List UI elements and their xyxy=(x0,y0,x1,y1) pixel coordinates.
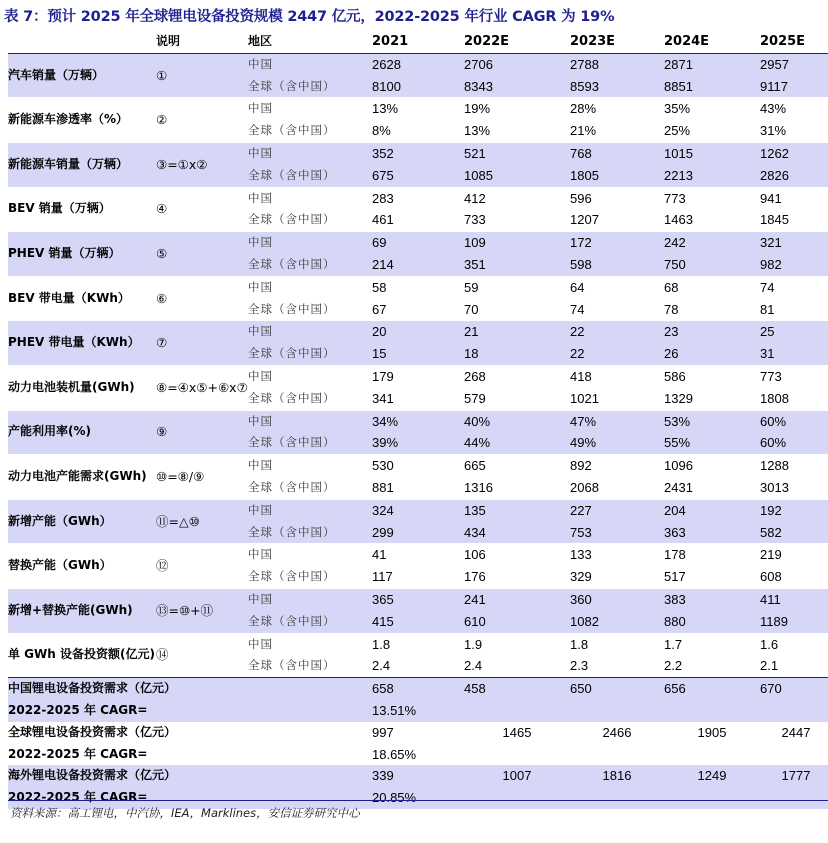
value-cell: 41 xyxy=(372,544,464,566)
value-cell: 15 xyxy=(372,343,464,365)
value-cell: 415 xyxy=(372,611,464,633)
metric-label: BEV 带电量（KWh） xyxy=(8,276,156,321)
value-cell: 21% xyxy=(570,123,597,139)
summary-label: 全球锂电设备投资需求（亿元） xyxy=(8,724,177,739)
cagr-label: 2022-2025 年 CAGR= xyxy=(8,746,148,761)
table-row xyxy=(8,633,828,655)
value-cell: 25 xyxy=(760,321,828,343)
value-cell: 360 xyxy=(570,588,664,610)
value-cell: 365 xyxy=(372,588,464,610)
value-cell: 69 xyxy=(372,232,464,254)
formula-note: ⑦ xyxy=(156,321,248,366)
value-cell: 579 xyxy=(464,390,486,406)
value-cell: 81 xyxy=(760,301,775,317)
value-cell: 3013 xyxy=(760,479,789,495)
region-label: 全球（含中国） xyxy=(248,658,336,673)
formula-note: ④ xyxy=(156,187,248,232)
value-cell: 753 xyxy=(570,522,664,544)
header-year: 2021 xyxy=(372,31,464,53)
header-note: 说明 xyxy=(156,31,248,53)
region-label: 中国 xyxy=(248,499,372,521)
value-cell: 26 xyxy=(664,343,760,365)
header-year: 2024E xyxy=(664,31,760,53)
header-region: 地区 xyxy=(248,31,372,53)
value-cell: 31 xyxy=(760,343,828,365)
formula-note: ① xyxy=(156,53,248,98)
metric-label: 汽车销量（万辆） xyxy=(8,53,156,98)
formula-note: ⑨ xyxy=(156,410,248,455)
value-cell: 2.1 xyxy=(760,658,779,674)
value-cell: 2788 xyxy=(570,53,664,75)
cagr-value: 13.51% xyxy=(372,700,828,722)
value-cell: 176 xyxy=(464,569,486,585)
value-cell: 19% xyxy=(464,98,570,120)
value-cell: 227 xyxy=(570,499,664,521)
metric-label: 动力电池产能需求(GWh) xyxy=(8,455,156,500)
value-cell: 2628 xyxy=(372,53,464,75)
table-row xyxy=(8,544,828,566)
value-cell: 55% xyxy=(664,432,760,454)
summary-value: 2447 xyxy=(781,724,811,740)
formula-note: ③=①x② xyxy=(156,142,248,187)
value-cell: 610 xyxy=(464,611,570,633)
formula-note: ⑫ xyxy=(156,544,248,589)
value-cell: 1015 xyxy=(664,142,760,164)
value-cell: 341 xyxy=(372,390,394,406)
region-label: 中国 xyxy=(248,410,372,432)
value-cell: 2.4 xyxy=(464,658,483,674)
value-cell: 1463 xyxy=(664,212,693,228)
region-label: 全球（含中国） xyxy=(248,611,372,633)
summary-value: 670 xyxy=(760,678,828,700)
region-label: 全球（含中国） xyxy=(248,165,372,187)
value-cell: 70 xyxy=(464,301,479,317)
value-cell: 2213 xyxy=(664,165,760,187)
value-cell: 28% xyxy=(570,98,664,120)
summary-row xyxy=(8,765,828,787)
value-cell: 13% xyxy=(372,98,464,120)
formula-note: ⑪=△⑩ xyxy=(156,499,248,544)
value-cell: 60% xyxy=(760,432,828,454)
value-cell: 461 xyxy=(372,212,394,228)
value-cell: 31% xyxy=(760,123,787,139)
value-cell: 582 xyxy=(760,522,828,544)
summary-value: 1905 xyxy=(697,724,727,740)
source-note: 资料来源：高工锂电，中汽协，IEA，Marklines，安信证券研究中心 xyxy=(10,806,360,820)
value-cell: 283 xyxy=(372,187,464,209)
value-cell: 352 xyxy=(372,142,464,164)
metric-label: 单 GWh 设备投资额(亿元) xyxy=(8,633,156,678)
summary-value: 1465 xyxy=(502,724,532,740)
metric-label: 新能源车销量（万辆） xyxy=(8,142,156,187)
value-cell: 60% xyxy=(760,410,828,432)
metric-label: 新增产能（GWh） xyxy=(8,499,156,544)
value-cell: 1262 xyxy=(760,142,828,164)
value-cell: 1096 xyxy=(664,455,760,477)
region-label: 中国 xyxy=(248,455,372,477)
table-row xyxy=(8,98,828,120)
region-label: 中国 xyxy=(248,544,372,566)
formula-note: ⑬=⑩+⑪ xyxy=(156,588,248,633)
summary-value: 1249 xyxy=(664,765,760,787)
value-cell: 47% xyxy=(570,410,664,432)
value-cell: 596 xyxy=(570,187,664,209)
region-label: 全球（含中国） xyxy=(248,522,372,544)
value-cell: 59 xyxy=(464,276,570,298)
header-year: 2025E xyxy=(760,31,828,53)
data-table xyxy=(8,31,828,809)
value-cell: 1288 xyxy=(760,455,828,477)
summary-value: 1816 xyxy=(570,765,664,787)
value-cell: 1207 xyxy=(570,212,599,228)
value-cell: 74 xyxy=(570,301,585,317)
metric-label: BEV 销量（万辆） xyxy=(8,187,156,232)
value-cell: 20 xyxy=(372,321,464,343)
value-cell: 892 xyxy=(570,455,664,477)
value-cell: 675 xyxy=(372,165,464,187)
value-cell: 412 xyxy=(464,187,570,209)
region-label: 全球（含中国） xyxy=(248,254,372,276)
table-row xyxy=(8,410,828,432)
formula-note: ② xyxy=(156,98,248,143)
value-cell: 67 xyxy=(372,301,387,317)
value-cell: 351 xyxy=(464,254,570,276)
value-cell: 324 xyxy=(372,499,464,521)
bottom-rule xyxy=(8,800,828,801)
value-cell: 2826 xyxy=(760,165,828,187)
table-row xyxy=(8,588,828,610)
value-cell: 1805 xyxy=(570,165,664,187)
value-cell: 1808 xyxy=(760,390,789,406)
value-cell: 8343 xyxy=(464,76,570,98)
value-cell: 773 xyxy=(760,365,828,387)
value-cell: 517 xyxy=(664,569,686,585)
region-label: 全球（含中国） xyxy=(248,569,336,584)
header-row xyxy=(8,31,828,53)
table-row xyxy=(8,321,828,343)
value-cell: 299 xyxy=(372,522,464,544)
metric-label: PHEV 销量（万辆） xyxy=(8,232,156,277)
formula-note: ⑤ xyxy=(156,232,248,277)
summary-row xyxy=(8,678,828,700)
metric-label: 新增+替换产能(GWh) xyxy=(8,588,156,633)
value-cell: 982 xyxy=(760,254,828,276)
value-cell: 586 xyxy=(664,365,760,387)
value-cell: 773 xyxy=(664,187,760,209)
value-cell: 22 xyxy=(570,343,664,365)
value-cell: 13% xyxy=(464,123,491,139)
value-cell: 23 xyxy=(664,321,760,343)
value-cell: 521 xyxy=(464,142,570,164)
value-cell: 133 xyxy=(570,544,664,566)
value-cell: 35% xyxy=(664,98,760,120)
metric-label: 动力电池装机量(GWh) xyxy=(8,365,156,410)
table-row xyxy=(8,455,828,477)
region-label: 中国 xyxy=(248,232,372,254)
metric-label: 新能源车渗透率（%） xyxy=(8,98,156,143)
value-cell: 117 xyxy=(372,569,393,585)
summary-label: 中国锂电设备投资需求（亿元） xyxy=(8,678,372,700)
table-row xyxy=(8,276,828,298)
summary-value: 1007 xyxy=(464,765,570,787)
value-cell: 242 xyxy=(664,232,760,254)
value-cell: 179 xyxy=(372,365,464,387)
value-cell: 733 xyxy=(464,212,486,228)
value-cell: 881 xyxy=(372,479,394,495)
value-cell: 1.8 xyxy=(372,633,464,655)
value-cell: 2957 xyxy=(760,53,828,75)
value-cell: 8593 xyxy=(570,76,664,98)
region-label: 全球（含中国） xyxy=(248,301,336,316)
region-label: 中国 xyxy=(248,588,372,610)
value-cell: 665 xyxy=(464,455,570,477)
value-cell: 1082 xyxy=(570,611,664,633)
formula-note: ⑭ xyxy=(156,633,248,678)
value-cell: 106 xyxy=(464,544,570,566)
value-cell: 268 xyxy=(464,365,570,387)
value-cell: 329 xyxy=(570,569,592,585)
cagr-label: 2022-2025 年 CAGR= xyxy=(8,787,372,809)
value-cell: 58 xyxy=(372,276,464,298)
value-cell: 219 xyxy=(760,544,828,566)
region-label: 全球（含中国） xyxy=(248,479,336,494)
summary-value: 339 xyxy=(372,765,464,787)
value-cell: 1316 xyxy=(464,479,493,495)
value-cell: 1329 xyxy=(664,390,693,406)
table-row xyxy=(8,187,828,209)
value-cell: 43% xyxy=(760,98,828,120)
cagr-row xyxy=(8,700,828,722)
table-row xyxy=(8,232,828,254)
table-row xyxy=(8,365,828,387)
value-cell: 2068 xyxy=(570,479,599,495)
value-cell: 21 xyxy=(464,321,570,343)
value-cell: 1.8 xyxy=(570,633,664,655)
value-cell: 109 xyxy=(464,232,570,254)
value-cell: 74 xyxy=(760,276,828,298)
value-cell: 411 xyxy=(760,588,828,610)
value-cell: 880 xyxy=(664,611,760,633)
value-cell: 172 xyxy=(570,232,664,254)
value-cell: 8% xyxy=(372,123,391,139)
value-cell: 321 xyxy=(760,232,828,254)
region-label: 中国 xyxy=(248,633,372,655)
summary-value: 658 xyxy=(372,678,464,700)
value-cell: 135 xyxy=(464,499,570,521)
region-label: 中国 xyxy=(248,142,372,164)
value-cell: 40% xyxy=(464,410,570,432)
value-cell: 2706 xyxy=(464,53,570,75)
value-cell: 598 xyxy=(570,254,664,276)
value-cell: 178 xyxy=(664,544,760,566)
summary-row xyxy=(8,722,828,744)
value-cell: 192 xyxy=(760,499,828,521)
region-label: 中国 xyxy=(248,365,372,387)
region-label: 全球（含中国） xyxy=(248,390,336,405)
value-cell: 1.9 xyxy=(464,633,570,655)
region-label: 中国 xyxy=(248,321,372,343)
summary-value: 650 xyxy=(570,678,664,700)
value-cell: 1021 xyxy=(570,390,599,406)
value-cell: 383 xyxy=(664,588,760,610)
cagr-label: 2022-2025 年 CAGR= xyxy=(8,700,372,722)
value-cell: 214 xyxy=(372,254,464,276)
value-cell: 2431 xyxy=(664,479,693,495)
table-row xyxy=(8,53,828,75)
value-cell: 530 xyxy=(372,455,464,477)
region-label: 中国 xyxy=(248,276,372,298)
value-cell: 941 xyxy=(760,187,828,209)
value-cell: 1.7 xyxy=(664,633,760,655)
value-cell: 22 xyxy=(570,321,664,343)
region-label: 全球（含中国） xyxy=(248,212,336,227)
value-cell: 64 xyxy=(570,276,664,298)
region-label: 中国 xyxy=(248,98,372,120)
summary-value: 656 xyxy=(664,678,760,700)
value-cell: 434 xyxy=(464,522,570,544)
value-cell: 44% xyxy=(464,432,570,454)
value-cell: 68 xyxy=(664,276,760,298)
metric-label: 替换产能（GWh） xyxy=(8,544,156,589)
summary-value: 458 xyxy=(464,678,570,700)
value-cell: 768 xyxy=(570,142,664,164)
summary-label: 海外锂电设备投资需求（亿元） xyxy=(8,765,372,787)
formula-note: ⑩=⑧/⑨ xyxy=(156,455,248,500)
value-cell: 204 xyxy=(664,499,760,521)
region-label: 全球（含中国） xyxy=(248,76,372,98)
table-row xyxy=(8,142,828,164)
cagr-row xyxy=(8,744,828,766)
value-cell: 750 xyxy=(664,254,760,276)
region-label: 全球（含中国） xyxy=(248,432,372,454)
metric-label: 产能利用率(%) xyxy=(8,410,156,455)
value-cell: 49% xyxy=(570,432,664,454)
value-cell: 78 xyxy=(664,301,679,317)
cagr-value: 20.85% xyxy=(372,787,828,809)
region-label: 中国 xyxy=(248,187,372,209)
table-body xyxy=(8,53,828,809)
header-year: 2022E xyxy=(464,31,570,53)
region-label: 全球（含中国） xyxy=(248,343,372,365)
summary-value: 2466 xyxy=(602,724,632,740)
summary-value: 997 xyxy=(372,724,394,740)
value-cell: 2.4 xyxy=(372,658,391,674)
page-title: 表 7：预计 2025 年全球锂电设备投资规模 2447 亿元，2022-2025 年行业 CAGR 为 19% xyxy=(4,9,615,25)
value-cell: 1189 xyxy=(760,611,828,633)
header-year: 2023E xyxy=(570,31,664,53)
metric-label: PHEV 带电量（KWh） xyxy=(8,321,156,366)
value-cell: 363 xyxy=(664,522,760,544)
region-label: 全球（含中国） xyxy=(248,123,336,138)
value-cell: 18 xyxy=(464,343,570,365)
value-cell: 2871 xyxy=(664,53,760,75)
value-cell: 418 xyxy=(570,365,664,387)
value-cell: 2.2 xyxy=(664,658,683,674)
value-cell: 25% xyxy=(664,123,691,139)
value-cell: 1085 xyxy=(464,165,570,187)
summary-value: 1777 xyxy=(760,765,828,787)
value-cell: 9117 xyxy=(760,76,828,98)
value-cell: 8100 xyxy=(372,76,464,98)
formula-note: ⑧=④x⑤+⑥x⑦ xyxy=(156,365,248,410)
cagr-value: 18.65% xyxy=(372,746,417,762)
value-cell: 34% xyxy=(372,410,464,432)
value-cell: 241 xyxy=(464,588,570,610)
value-cell: 39% xyxy=(372,432,464,454)
value-cell: 1.6 xyxy=(760,633,828,655)
region-label: 中国 xyxy=(248,53,372,75)
header-metric xyxy=(8,31,156,53)
value-cell: 53% xyxy=(664,410,760,432)
value-cell: 8851 xyxy=(664,76,760,98)
value-cell: 1845 xyxy=(760,212,789,228)
value-cell: 2.3 xyxy=(570,658,589,674)
value-cell: 608 xyxy=(760,569,782,585)
formula-note: ⑥ xyxy=(156,276,248,321)
table-row xyxy=(8,499,828,521)
